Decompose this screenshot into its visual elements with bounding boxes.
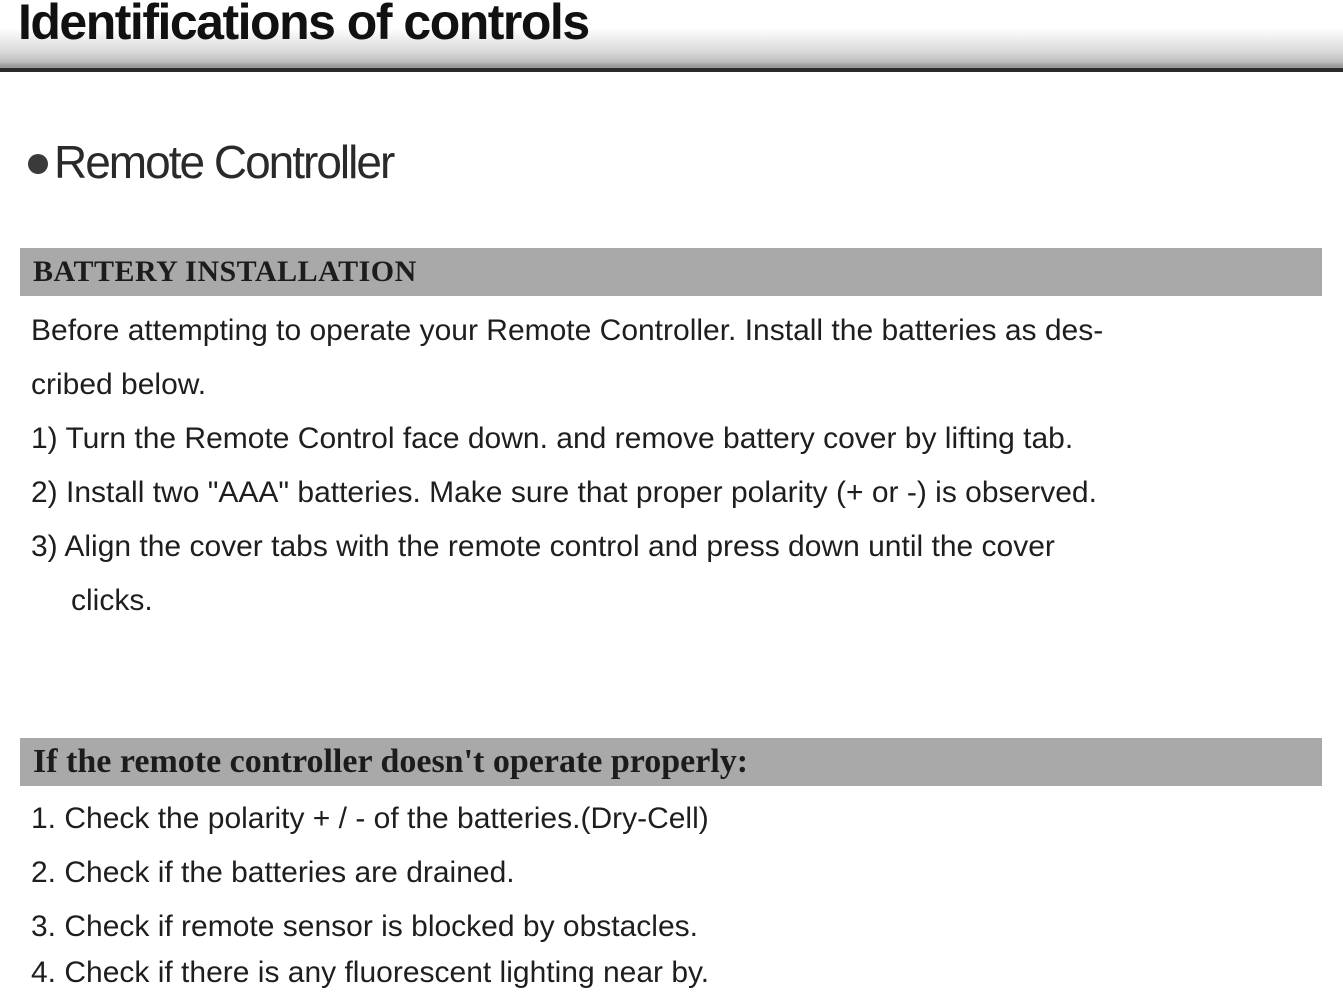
section-heading xyxy=(28,132,393,192)
troubleshooting-bar xyxy=(20,738,1322,786)
troubleshooting-heading: If the remote controller doesn't operate properly: xyxy=(33,743,749,780)
battery-step-3-continued: clicks. xyxy=(71,584,153,617)
battery-installation-bar xyxy=(20,248,1322,296)
bullet-icon xyxy=(28,154,48,174)
troubleshooting-item-2: 2. Check if the batteries are drained. xyxy=(31,856,515,889)
battery-intro-line-2: cribed below. xyxy=(31,368,207,401)
battery-step-2: 2) Install two "AAA" batteries. Make sure that proper polarity (+ or -) is observed. xyxy=(31,476,1097,509)
section-heading-text: Remote Controller xyxy=(54,136,394,188)
page-header xyxy=(0,0,1343,72)
troubleshooting-item-3: 3. Check if remote sensor is blocked by obstacles. xyxy=(31,910,698,943)
troubleshooting-item-1: 1. Check the polarity + / - of the batteries.(Dry-Cell) xyxy=(31,802,709,835)
battery-step-1: 1) Turn the Remote Control face down. and remove battery cover by lifting tab. xyxy=(31,422,1074,455)
battery-step-3: 3) Align the cover tabs with the remote control and press down until the cover xyxy=(31,530,1055,563)
battery-intro-line-1: Before attempting to operate your Remote Controller. Install the batteries as des- xyxy=(31,314,1104,347)
battery-installation-heading: BATTERY INSTALLATION xyxy=(33,255,417,288)
page-title: Identifications of controls xyxy=(18,0,589,50)
troubleshooting-item-4: 4. Check if there is any fluorescent lighting near by. xyxy=(31,956,710,989)
